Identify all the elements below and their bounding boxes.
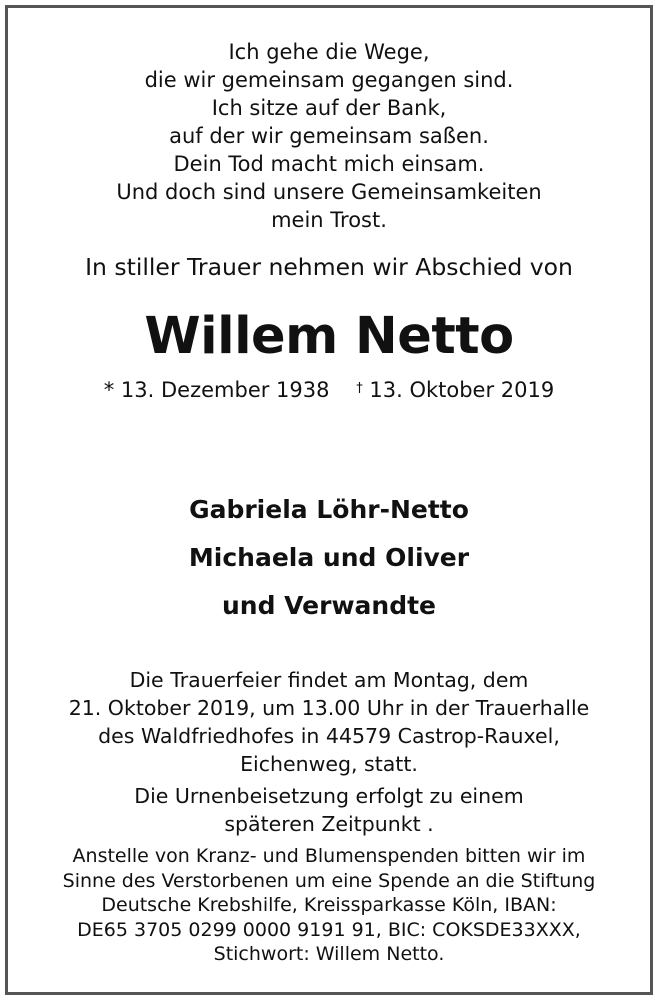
mourner-line: und Verwandte — [221, 591, 437, 620]
poem-line: Ich sitze auf der Bank, — [211, 96, 447, 120]
poem-line: Ich gehe die Wege, — [228, 40, 430, 64]
cross-icon: † — [356, 381, 363, 396]
mourner-line: Gabriela Löhr-Netto — [189, 495, 469, 524]
life-dates — [8, 374, 650, 405]
ceremony-line: Die Urnenbeisetzung erfolgt zu einem — [134, 784, 524, 808]
ceremony-info — [8, 666, 650, 838]
poem-line: auf der wir gemeinsam saßen. — [169, 124, 489, 148]
ceremony-line: des Waldfriedhofes in 44579 Castrop-Rauxel, — [98, 724, 560, 748]
poem-line: Dein Tod macht mich einsam. — [173, 152, 485, 176]
mourner-line: Michaela und Oliver — [188, 543, 470, 572]
donation-request — [8, 844, 650, 967]
death-date: 13. Oktober 2019 — [369, 378, 555, 402]
donation-line: Sinne des Verstorbenen um eine Spende an die Stiftung — [62, 869, 596, 892]
poem-line: Und doch sind unsere Gemeinsamkeiten — [116, 180, 542, 204]
donation-line: Stichwort: Willem Netto. — [213, 943, 445, 965]
donation-line: Anstelle von Kranz- und Blumenspenden bitten wir im — [72, 845, 586, 867]
ceremony-line: 21. Oktober 2019, um 13.00 Uhr in der Trauerhalle — [68, 696, 590, 720]
farewell-intro: In stiller Trauer nehmen wir Abschied von — [85, 253, 573, 281]
deceased-name: Willem Netto — [144, 307, 514, 366]
poem — [8, 38, 650, 234]
obituary-notice — [5, 5, 653, 995]
poem-line: die wir gemeinsam gegangen sind. — [144, 68, 514, 92]
poem-line: mein Trost. — [271, 208, 387, 232]
birth-date: * 13. Dezember 1938 — [103, 378, 330, 402]
donation-line: DE65 3705 0299 0000 9191 91, BIC: COKSDE33XXX, — [77, 918, 581, 941]
ceremony-line: späteren Zeitpunkt . — [224, 812, 434, 836]
donation-line: Deutsche Krebshilfe, Kreissparkasse Köln, IBAN: — [101, 894, 557, 916]
ceremony-line: Die Trauerfeier findet am Montag, dem — [129, 668, 529, 692]
mourners — [8, 486, 650, 630]
ceremony-line: Eichenweg, statt. — [240, 752, 418, 776]
